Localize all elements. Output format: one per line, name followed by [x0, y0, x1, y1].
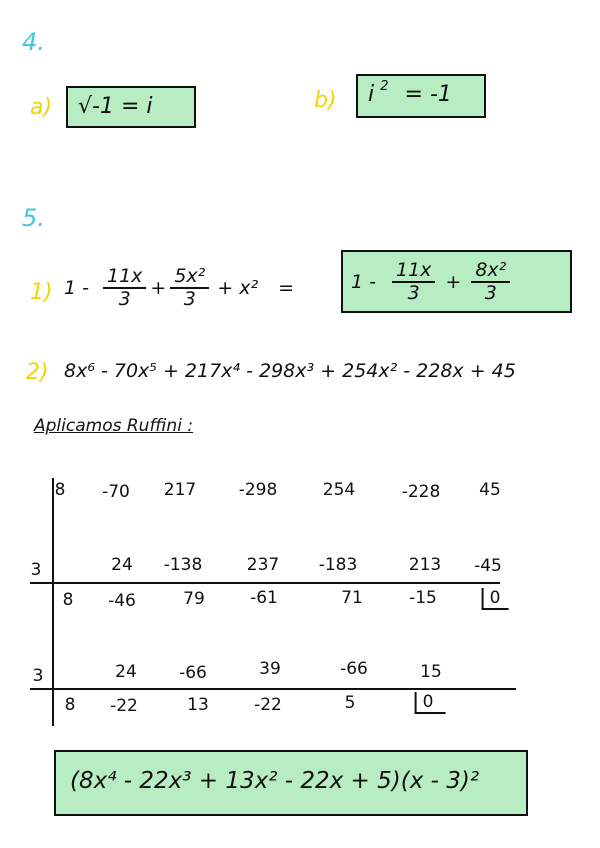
- result-cell: 71: [341, 588, 363, 608]
- item-b-label: b): [314, 88, 337, 113]
- mult-cell: -138: [163, 555, 203, 575]
- expr-b-exponent: 2: [380, 79, 389, 94]
- result-cell: -22: [110, 696, 138, 716]
- result-cell: 13: [187, 695, 209, 715]
- problem-2-label: 2): [26, 360, 49, 385]
- p1-equals: =: [278, 276, 295, 299]
- answer-box-a: [66, 86, 196, 128]
- coeff-cell: -298: [238, 480, 278, 500]
- final-answer: (8x⁴ - 22x³ + 13x² - 22x + 5)(x - 3)²: [70, 768, 480, 794]
- remainder-cell: 0: [482, 588, 509, 610]
- mult-cell: 237: [246, 555, 280, 575]
- mult-cell: 213: [408, 555, 442, 575]
- answer-box-1: [341, 250, 572, 313]
- p1-tail: + x²: [217, 276, 259, 299]
- result-cell: 5: [344, 693, 356, 713]
- mult-cell: 15: [420, 662, 442, 682]
- coeff-cell: -228: [401, 482, 441, 502]
- result-cell: -61: [250, 588, 278, 608]
- coeff-cell: -70: [102, 482, 130, 502]
- item-a-label: a): [30, 95, 53, 120]
- final-answer-box: [54, 750, 528, 816]
- expr-b: [368, 79, 452, 107]
- p1-fraction-2: $\frac{\text{5x²}}{3}$: [170, 266, 209, 310]
- answer-1-expression: [351, 260, 514, 304]
- result-cell: 79: [183, 589, 205, 609]
- mult-cell: -66: [340, 659, 368, 679]
- problem-1-expression: [64, 266, 294, 310]
- coeff-cell: 254: [322, 480, 356, 500]
- ruffini-divider-1: [30, 582, 500, 584]
- ans1-fraction-2: $\frac{\text{8x²}}{3}$: [471, 260, 510, 304]
- ans1-one: 1 -: [351, 270, 376, 293]
- ans1-plus: +: [445, 270, 462, 293]
- problem-1-label: 1): [30, 280, 53, 305]
- mult-cell: 39: [259, 659, 281, 679]
- mult-cell: -183: [318, 555, 358, 575]
- expr-a: √-1 = i: [78, 94, 153, 119]
- coeff-cell: 8: [54, 480, 66, 500]
- expr-b-base: i: [368, 82, 375, 107]
- mult-cell: -66: [179, 663, 207, 683]
- p1-plus: +: [150, 276, 167, 299]
- mult-cell: -45: [474, 556, 502, 576]
- section-5-number: 5.: [22, 204, 45, 232]
- coeff-cell: 217: [163, 480, 197, 500]
- root-cell: 3: [30, 560, 42, 580]
- section-4-number: 4.: [22, 28, 45, 56]
- result-cell: 8: [64, 695, 76, 715]
- ruffini-title: Aplicamos Ruffini :: [34, 416, 194, 436]
- result-cell: -15: [409, 588, 437, 608]
- p1-one: 1 -: [64, 276, 89, 299]
- result-cell: -22: [254, 695, 282, 715]
- ans1-fraction-1: $\frac{11x}{3}$: [392, 260, 435, 304]
- mult-cell: 24: [115, 662, 137, 682]
- p1-fraction-1: $\frac{11x}{3}$: [103, 266, 146, 310]
- mult-cell: 24: [111, 555, 133, 575]
- result-cell: 8: [62, 590, 74, 610]
- problem-2-polynomial: 8x⁶ - 70x⁵ + 217x⁴ - 298x³ + 254x² - 228x + 45: [64, 360, 516, 382]
- remainder-cell: 0: [415, 692, 446, 714]
- result-cell: -46: [108, 591, 136, 611]
- expr-b-rest: = -1: [404, 82, 452, 107]
- ruffini-divider-2: [30, 688, 516, 690]
- coeff-cell: 45: [479, 480, 501, 500]
- root-cell: 3: [32, 666, 44, 686]
- answer-box-b: [356, 74, 486, 118]
